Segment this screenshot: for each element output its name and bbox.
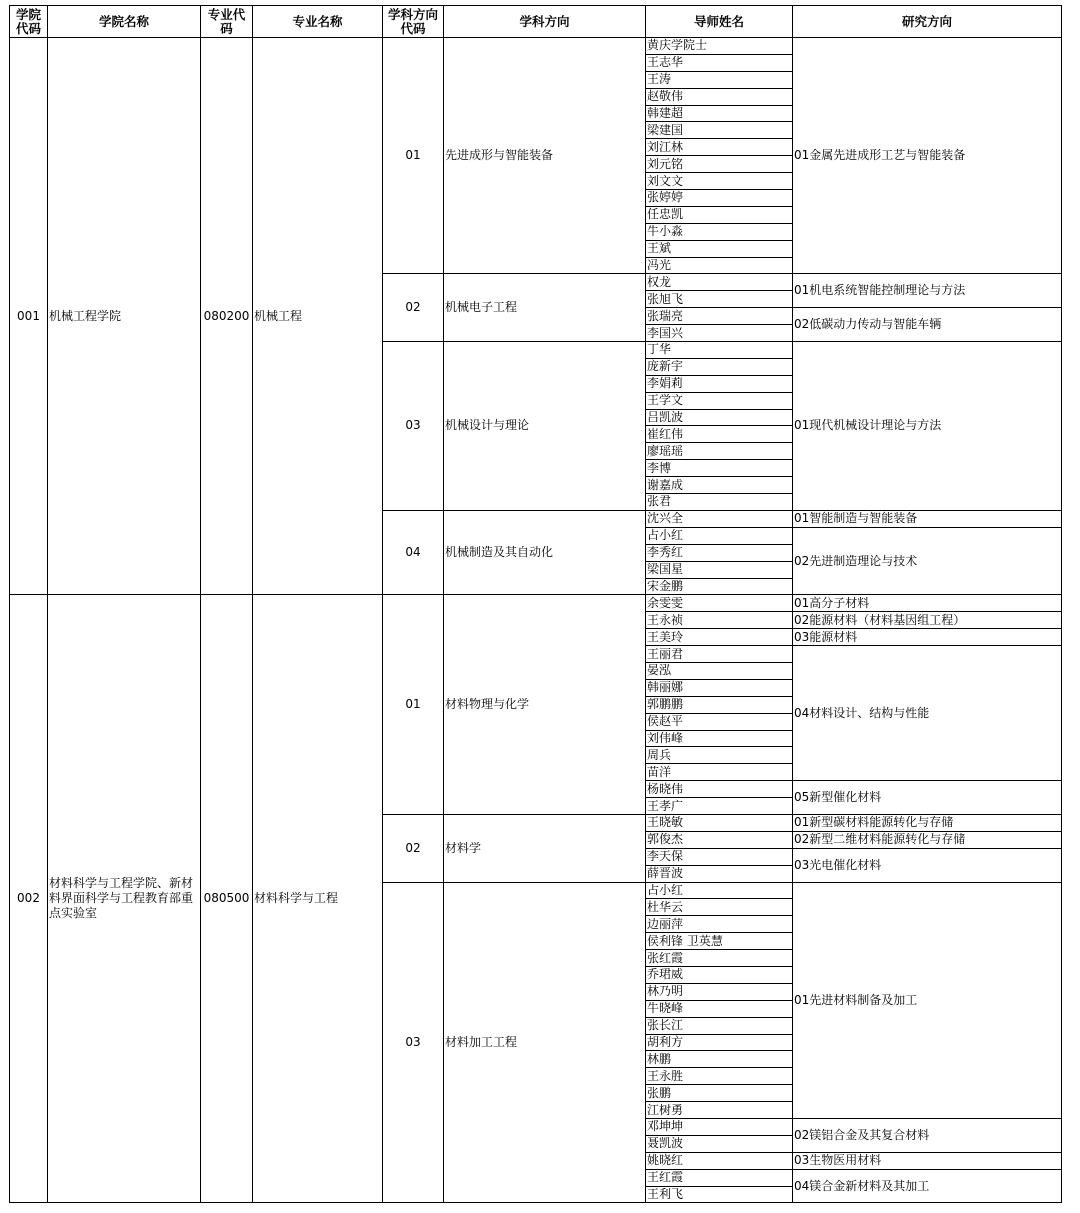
- research-direction-cell: 03能源材料: [793, 629, 1062, 646]
- tutor-name-cell: 晏泓: [646, 662, 793, 679]
- table-row: [10, 595, 1062, 612]
- research-direction-cell: 02低碳动力传动与智能车辆: [793, 308, 1062, 342]
- direction-code-cell: 01: [383, 38, 444, 274]
- direction-name-cell: 机械制造及其自动化: [444, 510, 646, 594]
- direction-name-cell: 材料学: [444, 814, 646, 882]
- research-direction-cell: 02能源材料（材料基因组工程）: [793, 612, 1062, 629]
- tutor-name-cell: 薛晋波: [646, 865, 793, 882]
- tutor-name-cell: 郭俊杰: [646, 831, 793, 848]
- tutor-name-cell: 王永胜: [646, 1068, 793, 1085]
- tutor-name-cell: 赵敬伟: [646, 88, 793, 105]
- direction-code-cell: 03: [383, 882, 444, 1203]
- tutor-name-cell: 任忠凯: [646, 206, 793, 223]
- tutor-name-cell: 宋金鹏: [646, 578, 793, 595]
- tutor-name-cell: 王永祯: [646, 612, 793, 629]
- tutor-name-cell: 乔珺威: [646, 966, 793, 983]
- direction-name-cell: 先进成形与智能装备: [444, 38, 646, 274]
- tutor-name-cell: 牛小淼: [646, 223, 793, 240]
- tutor-name-cell: 刘伟峰: [646, 730, 793, 747]
- tutor-name-cell: 张瑞亮: [646, 308, 793, 325]
- tutor-name-cell: 林乃明: [646, 983, 793, 1000]
- direction-code-cell: 04: [383, 510, 444, 594]
- research-direction-cell: 01金属先进成形工艺与智能装备: [793, 38, 1062, 274]
- college-name-cell: 材料科学与工程学院、新材料界面科学与工程教育部重点实验室: [48, 595, 201, 1203]
- tutor-name-cell: 庞新宇: [646, 358, 793, 375]
- major-name-cell: 材料科学与工程: [253, 595, 383, 1203]
- tutor-name-cell: 李秀红: [646, 544, 793, 561]
- research-direction-cell: 02镁铝合金及其复合材料: [793, 1119, 1062, 1153]
- tutor-name-cell: 杜华云: [646, 899, 793, 916]
- research-direction-cell: 01新型碳材料能源转化与存储: [793, 814, 1062, 831]
- tutor-name-cell: 王美玲: [646, 629, 793, 646]
- tutor-name-cell: 刘元铭: [646, 156, 793, 173]
- tutor-name-cell: 李天保: [646, 848, 793, 865]
- major-name-cell: 机械工程: [253, 38, 383, 595]
- tutor-name-cell: 刘文文: [646, 173, 793, 190]
- col-header-research: 研究方向: [793, 6, 1062, 38]
- tutor-name-cell: 聂凯波: [646, 1135, 793, 1152]
- col-header-college-code: 学院代码: [10, 6, 48, 38]
- direction-name-cell: 材料加工工程: [444, 882, 646, 1203]
- tutor-name-cell: 张君: [646, 494, 793, 511]
- tutor-name-cell: 杨晓伟: [646, 781, 793, 798]
- research-direction-cell: 01现代机械设计理论与方法: [793, 342, 1062, 511]
- tutor-name-cell: 王丽君: [646, 646, 793, 663]
- header-row: [10, 6, 1062, 38]
- college-code-cell: 002: [10, 595, 48, 1203]
- direction-code-cell: 02: [383, 274, 444, 342]
- tutor-name-cell: 李娟莉: [646, 375, 793, 392]
- tutor-name-cell: 侯赵平: [646, 713, 793, 730]
- tutor-name-cell: 王涛: [646, 71, 793, 88]
- major-code-cell: 080500: [201, 595, 253, 1203]
- tutor-name-cell: 张旭飞: [646, 291, 793, 308]
- tutor-name-cell: 权龙: [646, 274, 793, 291]
- tutor-name-cell: 崔红伟: [646, 426, 793, 443]
- tutor-name-cell: 吕凯波: [646, 409, 793, 426]
- tutor-name-cell: 牛晓峰: [646, 1000, 793, 1017]
- tutor-name-cell: 林鹏: [646, 1051, 793, 1068]
- tutor-name-cell: 江树勇: [646, 1102, 793, 1119]
- tutor-name-cell: 张鹏: [646, 1085, 793, 1102]
- col-header-direction-code: 学科方向代码: [383, 6, 444, 38]
- direction-name-cell: 材料物理与化学: [444, 595, 646, 815]
- college-code-cell: 001: [10, 38, 48, 595]
- tutor-name-cell: 刘江林: [646, 139, 793, 156]
- direction-name-cell: 机械电子工程: [444, 274, 646, 342]
- tutor-name-cell: 廖瑶瑶: [646, 443, 793, 460]
- tutor-name-cell: 边丽萍: [646, 916, 793, 933]
- tutor-name-cell: 王志华: [646, 54, 793, 71]
- tutor-name-cell: 李国兴: [646, 325, 793, 342]
- tutor-name-cell: 张红霞: [646, 950, 793, 967]
- research-direction-cell: 04镁合金新材料及其加工: [793, 1169, 1062, 1203]
- research-direction-cell: 01机电系统智能控制理论与方法: [793, 274, 1062, 308]
- tutor-name-cell: 胡利方: [646, 1034, 793, 1051]
- tutor-name-cell: 王晓敏: [646, 814, 793, 831]
- research-direction-cell: 02新型二维材料能源转化与存储: [793, 831, 1062, 848]
- tutor-name-cell: 丁华: [646, 342, 793, 359]
- tutor-name-cell: 梁建国: [646, 122, 793, 139]
- research-direction-cell: 03生物医用材料: [793, 1152, 1062, 1169]
- major-code-cell: 080200: [201, 38, 253, 595]
- tutor-name-cell: 姚晓红: [646, 1152, 793, 1169]
- table-body: [10, 38, 1062, 1203]
- col-header-direction: 学科方向: [444, 6, 646, 38]
- research-direction-cell: 04材料设计、结构与性能: [793, 646, 1062, 781]
- tutor-name-cell: 王斌: [646, 240, 793, 257]
- direction-code-cell: 01: [383, 595, 444, 815]
- tutor-name-cell: 邓坤坤: [646, 1119, 793, 1136]
- research-direction-cell: 02先进制造理论与技术: [793, 527, 1062, 595]
- direction-code-cell: 03: [383, 342, 444, 511]
- research-direction-cell: 05新型催化材料: [793, 781, 1062, 815]
- direction-code-cell: 02: [383, 814, 444, 882]
- tutor-name-cell: 沈兴全: [646, 510, 793, 527]
- tutor-name-cell: 郭鹏鹏: [646, 696, 793, 713]
- tutor-name-cell: 韩建超: [646, 105, 793, 122]
- tutor-name-cell: 王红霞: [646, 1169, 793, 1186]
- tutor-name-cell: 李博: [646, 460, 793, 477]
- tutor-name-cell: 侯利锋 卫英慧: [646, 933, 793, 950]
- tutor-table: [9, 5, 1062, 1203]
- research-direction-cell: 01先进材料制备及加工: [793, 882, 1062, 1118]
- tutor-name-cell: 周兵: [646, 747, 793, 764]
- direction-name-cell: 机械设计与理论: [444, 342, 646, 511]
- tutor-name-cell: 苗洋: [646, 764, 793, 781]
- tutor-name-cell: 占小红: [646, 527, 793, 544]
- tutor-name-cell: 黄庆学院士: [646, 38, 793, 55]
- tutor-name-cell: 王学文: [646, 392, 793, 409]
- tutor-name-cell: 张长江: [646, 1017, 793, 1034]
- col-header-tutor: 导师姓名: [646, 6, 793, 38]
- tutor-name-cell: 谢嘉成: [646, 477, 793, 494]
- col-header-major-name: 专业名称: [253, 6, 383, 38]
- research-direction-cell: 01高分子材料: [793, 595, 1062, 612]
- tutor-name-cell: 冯光: [646, 257, 793, 274]
- research-direction-cell: 01智能制造与智能装备: [793, 510, 1062, 527]
- tutor-name-cell: 韩丽娜: [646, 679, 793, 696]
- research-direction-cell: 03光电催化材料: [793, 848, 1062, 882]
- col-header-college-name: 学院名称: [48, 6, 201, 38]
- tutor-name-cell: 余雯雯: [646, 595, 793, 612]
- tutor-name-cell: 梁国星: [646, 561, 793, 578]
- tutor-name-cell: 占小红: [646, 882, 793, 899]
- college-name-cell: 机械工程学院: [48, 38, 201, 595]
- col-header-major-code: 专业代码: [201, 6, 253, 38]
- table-row: [10, 38, 1062, 55]
- tutor-name-cell: 王孝广: [646, 798, 793, 815]
- tutor-name-cell: 王利飞: [646, 1186, 793, 1203]
- tutor-name-cell: 张婷婷: [646, 190, 793, 207]
